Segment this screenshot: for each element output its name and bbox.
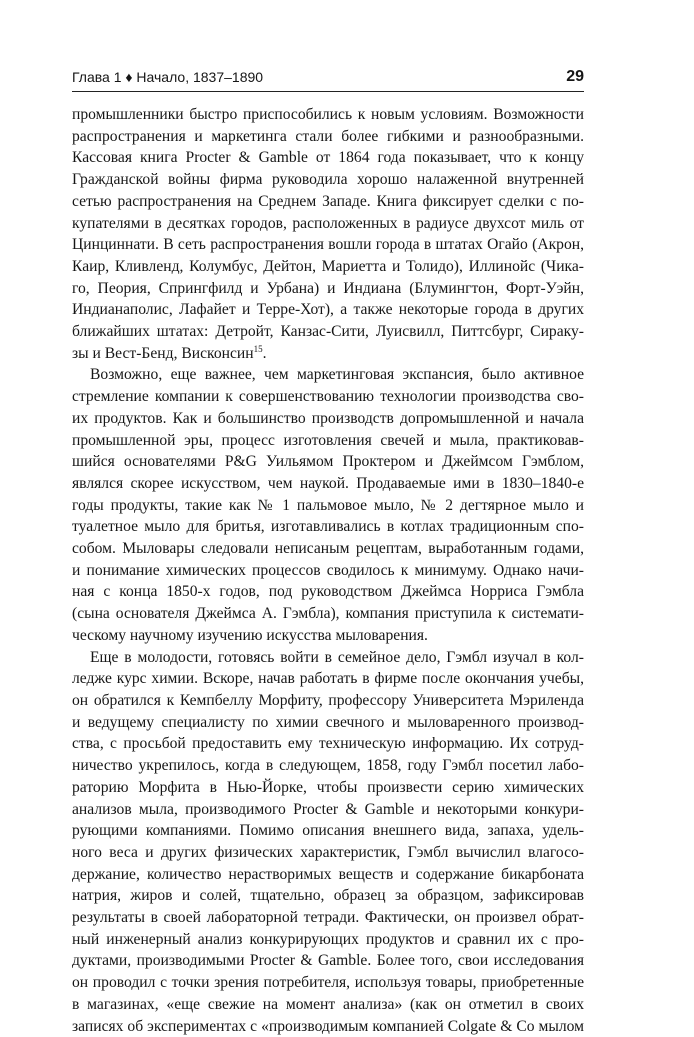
- text-line-content: Кассовая книга Procter & Gamble от 1864 года показывает, что к концу: [72, 149, 584, 167]
- text-line-content: ного веса и других физических характеристик, Гэмбл вычислил влагосо-: [72, 843, 584, 861]
- text-line-content: ный инженерный анализ конкурирующих продуктов и сравнил их с про-: [72, 930, 584, 948]
- text-line: [72, 950, 584, 972]
- chapter-title: Глава 1 ♦ Начало, 1837–1890: [72, 69, 264, 85]
- text-line: [72, 169, 584, 191]
- footnote-ref: 15: [253, 343, 263, 354]
- text-line: [72, 907, 584, 929]
- text-line: [72, 538, 584, 560]
- text-line-content: шийся основателями P&G Уильямом Проктером и Джеймсом Гэмблом,: [72, 453, 584, 471]
- text-line: [72, 408, 584, 430]
- text-line-content: промышленники быстро приспособились к новым условиям. Возможности: [72, 106, 584, 123]
- text-line: [72, 668, 584, 690]
- text-line: [72, 386, 584, 408]
- text-line: [72, 343, 584, 365]
- text-line-content: ближайших штатах: Детройт, Канзас-Сити, Луисвилл, Питтсбург, Сираку-: [72, 323, 584, 341]
- text-line-content: Индианаполис, Лафайет и Терре-Хот), а также некоторые города в других: [72, 301, 584, 319]
- text-line-content: дуктами, производимыми Procter & Gamble. Более того, свои исследования: [72, 952, 584, 970]
- text-line: [72, 213, 584, 235]
- text-line: [72, 451, 584, 473]
- text-line-content: Еще в молодости, готовясь войти в семейное дело, Гэмбл изучал в кол-: [90, 648, 584, 666]
- text-line: [72, 104, 584, 126]
- text-line-content: го, Пеория, Спрингфилд и Урбана) и Индиана (Блумингтон, Форт-Уэйн,: [72, 279, 584, 297]
- text-line: [72, 321, 584, 343]
- text-line-content: стремление компании к совершенствованию технологии производства сво-: [72, 388, 584, 406]
- text-line-content: ческому научному изучению искусства мыловарения.: [72, 626, 428, 644]
- text-line-content: он проводил с точки зрения потребителя, используя товары, приобретенные: [72, 974, 584, 992]
- body-text: [72, 104, 584, 1037]
- text-line-content: рующими компаниями. Помимо описания внешнего вида, запаха, удель-: [72, 822, 584, 840]
- text-line-content: (сына основателя Джеймса А. Гэмбла), компания приступила к системати-: [72, 605, 584, 623]
- text-line-content: анализов мыла, производимого Procter & Gamble и некоторыми конкури-: [72, 800, 584, 818]
- text-line: [72, 581, 584, 603]
- text-line: [72, 777, 584, 799]
- text-line: [72, 473, 584, 495]
- text-line-content: в магазинах, «еще свежие на момент анализа» (как он отметил в своих: [72, 995, 584, 1013]
- text-line-content: Возможно, еще важнее, чем маркетинговая экспансия, было активное: [90, 366, 584, 384]
- text-line: [72, 126, 584, 148]
- text-line: [72, 278, 584, 300]
- text-line-content: сетью распространения на Среднем Западе. Книга фиксирует сделки с по-: [72, 192, 584, 210]
- text-line: [72, 234, 584, 256]
- text-line-content: записях об экспериментах с «производимым компанией Colgate & Co мылом: [72, 1017, 584, 1035]
- text-line: [72, 994, 584, 1016]
- text-line: [72, 712, 584, 734]
- text-line-content: Цинциннати. В сеть распространения вошли города в штатах Огайо (Акрон,: [72, 236, 584, 254]
- text-line: [72, 799, 584, 821]
- text-line: [72, 755, 584, 777]
- text-line-content: распространения и маркетинга стали более гибкими и разнообразными.: [72, 127, 584, 145]
- text-line-content: их продуктов. Как и большинство производств допромышленной и начала: [72, 409, 584, 427]
- text-line: [72, 603, 584, 625]
- text-line: [72, 147, 584, 169]
- text-line: [72, 972, 584, 994]
- text-line: [72, 495, 584, 517]
- text-line-content: он обратился к Кемпбеллу Морфиту, профессору Университета Мэриленда: [72, 691, 584, 709]
- text-line: [72, 364, 584, 386]
- text-line: [72, 647, 584, 669]
- text-line: [72, 516, 584, 538]
- text-line: [72, 191, 584, 213]
- text-line: [72, 733, 584, 755]
- text-line-tail: .: [262, 344, 267, 362]
- text-line: [72, 690, 584, 712]
- running-head: [72, 60, 584, 88]
- text-line: [72, 625, 584, 647]
- text-line: [72, 560, 584, 582]
- text-line-content: ства, с просьбой предоставить ему техническую информацию. Их сотруд-: [72, 735, 584, 753]
- text-line: [72, 820, 584, 842]
- text-line: [72, 256, 584, 278]
- text-line: [72, 864, 584, 886]
- text-line-content: и ведущему специалисту по химии свечного и мыловаренного производ-: [72, 713, 584, 731]
- header-rule: [72, 91, 584, 92]
- text-line-content: собом. Мыловары следовали неписаным рецептам, выработанным годами,: [72, 540, 584, 558]
- text-line-content: раторию Морфита в Нью-Йорке, чтобы произвести серию химических: [72, 778, 584, 796]
- text-line-content: держание, количество нерастворимых веществ и содержание бикарбоната: [72, 865, 584, 883]
- text-line: [72, 1016, 584, 1037]
- text-line-content: ледже курс химии. Вскоре, начав работать в фирме после окончания учебы,: [72, 670, 584, 688]
- text-line: [72, 430, 584, 452]
- text-line-content: ная с конца 1850-х годов, под руководством Джеймса Норриса Гэмбла: [72, 583, 584, 601]
- text-line-content: купателями в десятках городов, расположенных в радиусе двухсот миль от: [72, 214, 584, 232]
- text-line: [72, 299, 584, 321]
- text-line-content: ничество укрепилось, когда в следующем, 1858, году Гэмбл посетил лабо-: [72, 757, 584, 775]
- text-line-content: натрия, жиров и солей, тщательно, образец за образцом, зафиксировав: [72, 887, 584, 905]
- text-line-content: промышленной эры, процесс изготовления свечей и мыла, практиковав-: [72, 431, 584, 449]
- text-line: [72, 885, 584, 907]
- text-line-content: годы продукты, такие как № 1 пальмовое мыло, № 2 дегтярное мыло и: [72, 496, 584, 514]
- text-line-content: Гражданской войны фирма руководила хорошо налаженной внутренней: [72, 171, 584, 189]
- text-line-content: являлся скорее искусством, чем наукой. Продаваемые ими в 1830–1840-е: [72, 474, 584, 492]
- text-line: [72, 929, 584, 951]
- text-line-content: туалетное мыло для бритья, изготавливались в котлах традиционным спо-: [72, 518, 584, 536]
- text-line-content: Каир, Кливленд, Колумбус, Дейтон, Мариетта и Толидо), Иллинойс (Чика-: [72, 257, 584, 275]
- page-number: 29: [566, 68, 584, 85]
- text-line: [72, 842, 584, 864]
- text-line-content: зы и Вест-Бенд, Висконсин: [72, 344, 254, 362]
- text-line-content: результаты в своей лабораторной тетради. Фактически, он произвел обрат-: [72, 909, 584, 927]
- text-line-content: и понимание химических процессов сводилось к минимуму. Однако начи-: [72, 561, 584, 579]
